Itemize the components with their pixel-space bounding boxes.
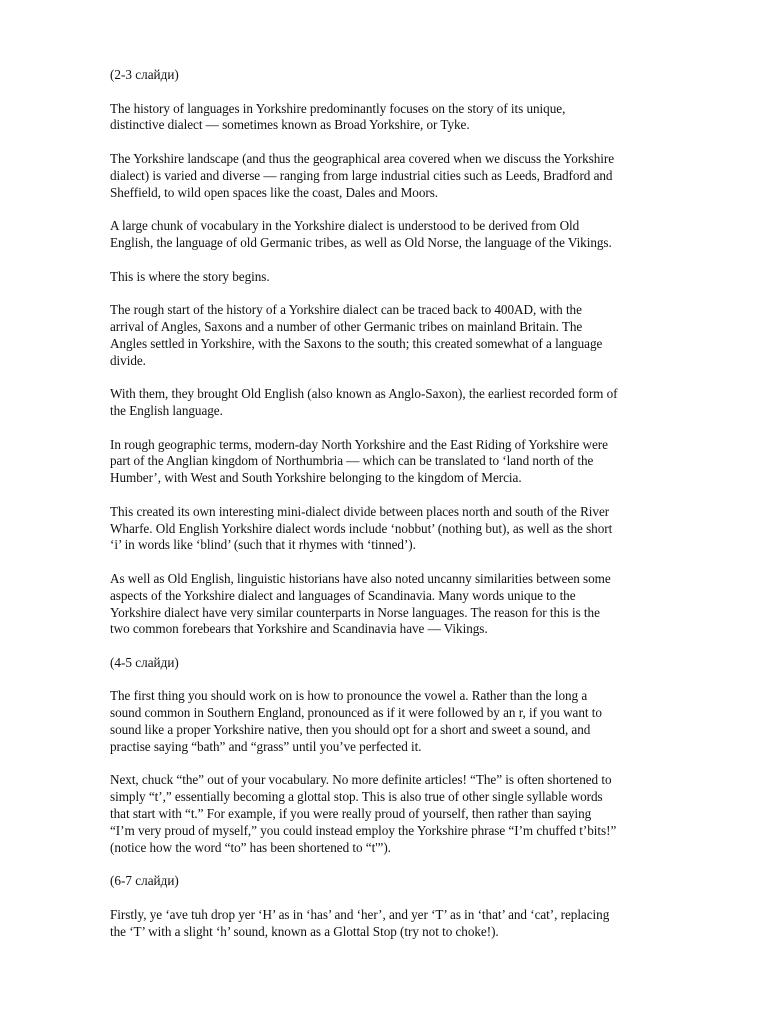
text-line: English, the language of old Germanic tribes, as well as Old Norse, the language of the Vikings. (110, 234, 612, 250)
text-line: Angles settled in Yorkshire, with the Saxons to the south; this created somewhat of a language (110, 335, 603, 351)
text-line: (2-3 слайди) (110, 67, 179, 82)
text-line: In rough geographic terms, modern-day North Yorkshire and the East Riding of Yorkshire were (110, 436, 608, 452)
text-line: Sheffield, to wild open spaces like the coast, Dales and Moors. (110, 184, 439, 200)
text-line: simply “t’,” essentially becoming a glottal stop. This is also true of other single syllable words (110, 789, 603, 805)
text-line: ‘i’ in words like ‘blind’ (such that it rhymes with ‘tinned’). (110, 537, 416, 553)
text-line: The first thing you should work on is how to pronounce the vowel a. Rather than the long a (110, 688, 588, 704)
slide-marker-6-7 (110, 873, 720, 890)
paragraph-geography (110, 437, 720, 487)
text-line: The rough start of the history of a Yorkshire dialect can be traced back to 400AD, with the (110, 302, 582, 318)
text-line: This is where the story begins. (110, 268, 270, 284)
text-line: divide. (110, 352, 146, 368)
text-line: (notice how the word “to” has been shortened to “t'”). (110, 839, 391, 855)
text-line: practise saying “bath” and “grass” until you’ve perfected it. (110, 738, 422, 754)
paragraph-vowel-a (110, 688, 720, 755)
text-line: (6-7 слайди) (110, 873, 179, 889)
text-line: This created its own interesting mini-dialect divide between places north and south of the River (110, 503, 610, 519)
paragraph-rough-start (110, 302, 720, 369)
text-line: that start with “t.” For example, if you were really proud of yourself, then rather than saying (110, 806, 592, 822)
paragraph-scandinavia (110, 571, 720, 638)
text-line: the English language. (110, 402, 223, 418)
text-line: part of the Anglian kingdom of Northumbria — which can be translated to ‘land north of the (110, 453, 594, 469)
text-line: arrival of Angles, Saxons and a number of other Germanic tribes on mainland Britain. The (110, 318, 583, 334)
paragraph-glottal-stop (110, 907, 720, 941)
text-line: Next, chuck “the” out of your vocabulary. No more definite articles! “The” is often shortened to (110, 772, 612, 788)
slide-marker-2-3 (110, 67, 720, 84)
text-line: sound like a proper Yorkshire native, then you should opt for a short and sweet a sound, and (110, 722, 591, 738)
paragraph-landscape (110, 151, 720, 201)
text-line: the ‘T’ with a slight ‘h’ sound, known as a Glottal Stop (try not to choke!). (110, 923, 499, 939)
text-line: (4-5 слайди) (110, 654, 179, 670)
text-line: The Yorkshire landscape (and thus the geographical area covered when we discuss the Yorkshire (110, 150, 615, 166)
text-line: With them, they brought Old English (also known as Anglo-Saxon), the earliest recorded form of (110, 386, 618, 402)
text-line: Humber’, with West and South Yorkshire belonging to the kingdom of Mercia. (110, 470, 522, 486)
text-line: A large chunk of vocabulary in the Yorkshire dialect is understood to be derived from Old (110, 218, 580, 234)
text-line: “I’m very proud of myself,” you could instead employ the Yorkshire phrase “I’m chuffed t’bits!” (110, 822, 617, 838)
paragraph-intro (110, 101, 720, 135)
paragraph-mini-dialect (110, 504, 720, 554)
text-line: Yorkshire dialect have very similar counterparts in Norse languages. The reason for this is the (110, 604, 600, 620)
paragraph-story-begins (110, 269, 720, 286)
text-line: two common forebears that Yorkshire and Scandinavia have — Vikings. (110, 621, 488, 637)
paragraph-definite-articles (110, 772, 720, 856)
text-line: sound common in Southern England, pronounced as if it were followed by an r, if you want to (110, 705, 602, 721)
text-line: Wharfe. Old English Yorkshire dialect words include ‘nobbut’ (nothing but), as well as the short (110, 520, 613, 536)
text-line: The history of languages in Yorkshire predominantly focuses on the story of its unique, (110, 100, 566, 116)
text-line: dialect) is varied and diverse — ranging from large industrial cities such as Leeds, Bradford and (110, 167, 613, 183)
document-body (110, 67, 720, 957)
text-line: distinctive dialect — sometimes known as Broad Yorkshire, or Tyke. (110, 117, 470, 133)
slide-marker-4-5 (110, 655, 720, 672)
paragraph-old-english (110, 386, 720, 420)
paragraph-vocabulary (110, 218, 720, 252)
text-line: Firstly, ye ‘ave tuh drop yer ‘H’ as in ‘has’ and ‘her’, and yer ‘T’ as in ‘that’ and ‘cat’, replacing (110, 906, 610, 922)
text-line: aspects of the Yorkshire dialect and languages of Scandinavia. Many words unique to the (110, 587, 576, 603)
text-line: As well as Old English, linguistic historians have also noted uncanny similarities between some (110, 570, 611, 586)
